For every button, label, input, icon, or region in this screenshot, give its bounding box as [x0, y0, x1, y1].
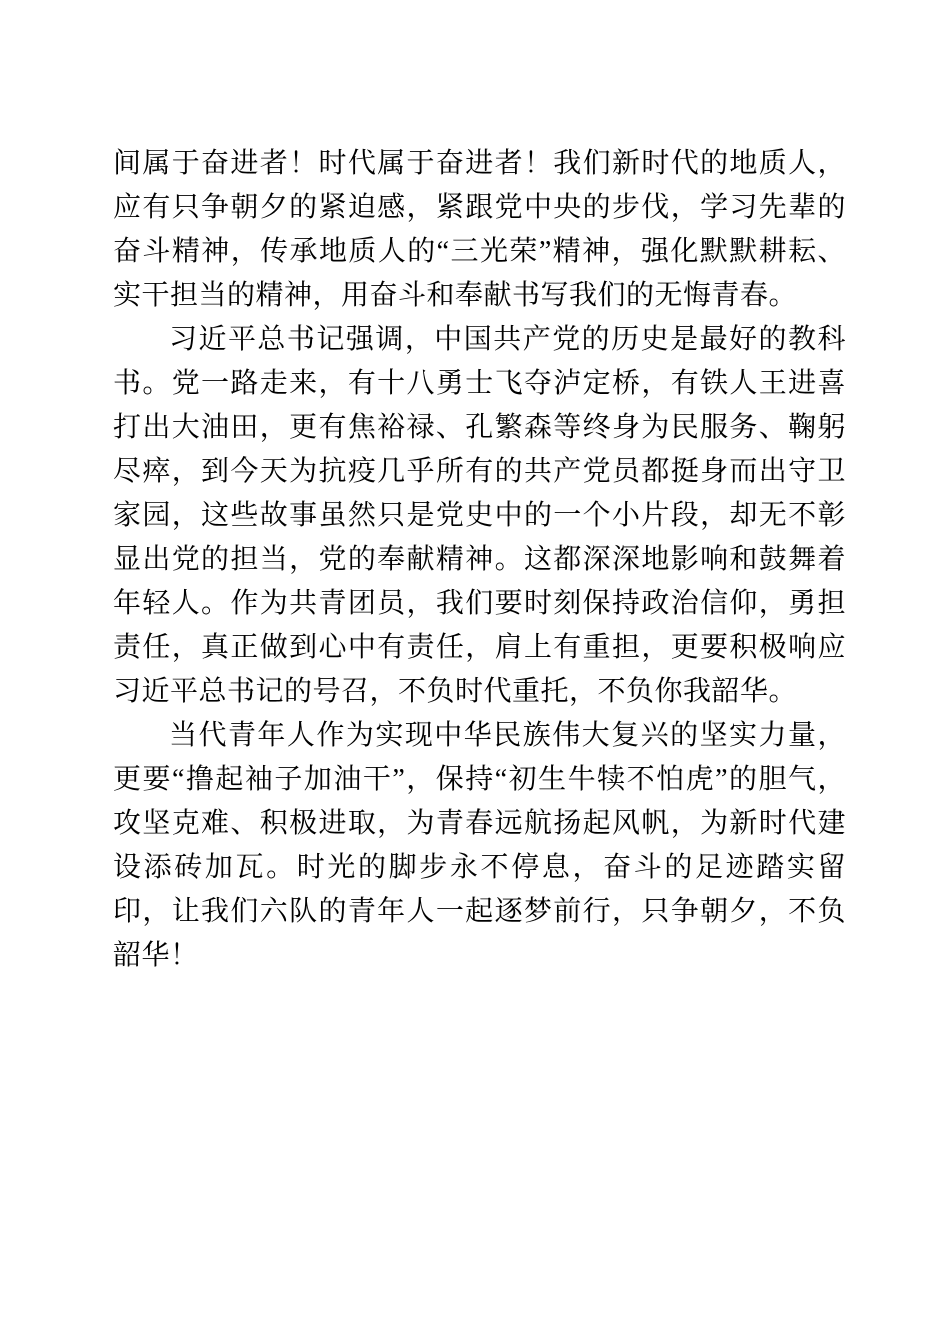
paragraph-1: 间属于奋进者！时代属于奋进者！我们新时代的地质人，应有只争朝夕的紧迫感，紧跟党中央的步伐，学习先辈的奋斗精神，传承地质人的“三光荣”精神，强化默默耕耘、实干担当的精神，用奋斗和奉献书写我们的无悔青春。 [113, 148, 846, 311]
paragraph-3: 当代青年人作为实现中华民族伟大复兴的坚实力量，更要“撸起袖子加油干”，保持“初生牛犊不怕虎”的胆气，攻坚克难、积极进取，为青春远航扬起风帆，为新时代建设添砖加瓦。时光的脚步永不停息，奋斗的足迹踏实留印，让我们六队的青年人一起逐梦前行，只争朝夕，不负韶华！ [113, 720, 846, 971]
paragraph-2: 习近平总书记强调，中国共产党的历史是最好的教科书。党一路走来，有十八勇士飞夺泸定桥，有铁人王进喜打出大油田，更有焦裕禄、孔繁森等终身为民服务、鞠躬尽瘁，到今天为抗疫几乎所有的共产党员都挺身而出守卫家园，这些故事虽然只是党史中的一个小片段，却无不彰显出党的担当，党的奉献精神。这都深深地影响和鼓舞着年轻人。作为共青团员，我们要时刻保持政治信仰，勇担责任，真正做到心中有责任，肩上有重担，更要积极响应习近平总书记的号召，不负时代重托，不负你我韶华。 [113, 324, 846, 707]
